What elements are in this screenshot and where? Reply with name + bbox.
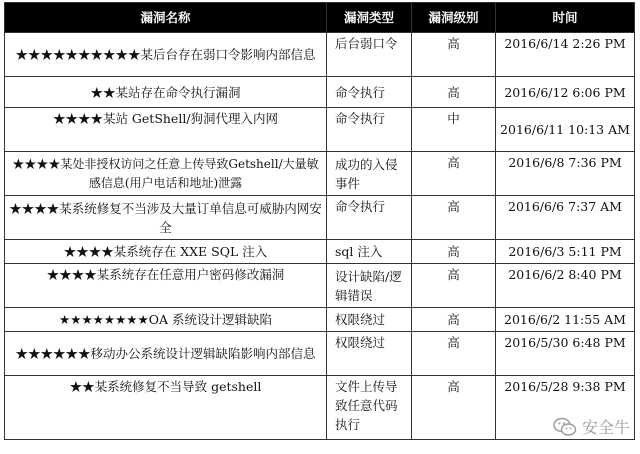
header-vuln-name: 漏洞名称 xyxy=(5,3,327,33)
time-cell: 2016/6/12 6:06 PM xyxy=(496,77,635,108)
time-cell: 2016/5/30 6:48 PM xyxy=(496,332,635,376)
table-row xyxy=(5,332,635,376)
table-row xyxy=(5,264,635,308)
table-header-row xyxy=(5,3,635,33)
table-row xyxy=(5,152,635,196)
time-cell: 2016/6/2 8:40 PM xyxy=(496,264,635,308)
vuln-name-cell: ★★★★★★移动办公系统设计逻辑缺陷影响内部信息 xyxy=(5,332,327,376)
table-row xyxy=(5,240,635,264)
table-row xyxy=(5,108,635,152)
time-cell: 2016/6/3 5:11 PM xyxy=(496,240,635,264)
vuln-name-cell: ★★★★★★★★OA 系统设计逻辑缺陷 xyxy=(5,308,327,332)
vuln-level-cell: 高 xyxy=(412,332,496,376)
header-time: 时间 xyxy=(496,3,635,33)
vuln-name-cell: ★★★★★★★★★★某后台存在弱口令影响内部信息 xyxy=(5,33,327,77)
vuln-level-cell: 中 xyxy=(412,108,496,152)
table-row xyxy=(5,196,635,240)
vuln-name-cell: ★★某系统修复不当导致 getshell xyxy=(5,376,327,440)
watermark-text: 安全牛 xyxy=(581,418,630,437)
vuln-type-cell: 成功的入侵事件 xyxy=(327,152,412,196)
vulnerability-table xyxy=(4,2,635,440)
vuln-level-cell: 高 xyxy=(412,77,496,108)
vuln-type-cell: 权限绕过 xyxy=(327,308,412,332)
vuln-name-cell: ★★★★某站 GetShell/狗洞代理入内网 xyxy=(5,108,327,152)
vuln-type-cell: 后台弱口令 xyxy=(327,33,412,77)
table-row xyxy=(5,77,635,108)
vuln-level-cell: 高 xyxy=(412,240,496,264)
header-vuln-level: 漏洞级别 xyxy=(412,3,496,33)
vuln-level-cell: 高 xyxy=(412,152,496,196)
vuln-level-cell: 高 xyxy=(412,196,496,240)
vuln-name-cell: ★★★★某系统存在 XXE SQL 注入 xyxy=(5,240,327,264)
header-vuln-type: 漏洞类型 xyxy=(327,3,412,33)
vuln-type-cell: sql 注入 xyxy=(327,240,412,264)
time-cell: 2016/6/14 2:26 PM xyxy=(496,33,635,77)
table-row xyxy=(5,33,635,77)
vuln-level-cell: 高 xyxy=(412,376,496,440)
table-row xyxy=(5,376,635,440)
time-cell: 2016/6/8 7:36 PM xyxy=(496,152,635,196)
vuln-name-cell: ★★★★某处非授权访问之任意上传导致Getshell/大量敏感信息(用户电话和地址)泄露 xyxy=(5,152,327,196)
vulnerability-table-container xyxy=(4,2,635,440)
time-cell: 2016/6/2 11:55 AM xyxy=(496,308,635,332)
vuln-type-cell: 设计缺陷/逻辑错误 xyxy=(327,264,412,308)
vuln-name-cell: ★★★★某系统存在任意用户密码修改漏洞 xyxy=(5,264,327,308)
vuln-level-cell: 高 xyxy=(412,33,496,77)
time-cell: 2016/6/6 7:37 AM xyxy=(496,196,635,240)
wechat-icon xyxy=(553,417,577,437)
vuln-type-cell: 命令执行 xyxy=(327,77,412,108)
time-cell: 2016/6/11 10:13 AM xyxy=(496,108,635,152)
vuln-name-cell: ★★★★某系统修复不当涉及大量订单信息可威胁内网安全 xyxy=(5,196,327,240)
vuln-level-cell: 高 xyxy=(412,264,496,308)
time-cell: 2016/5/28 9:38 PM xyxy=(496,376,635,440)
vuln-level-cell: 高 xyxy=(412,308,496,332)
vuln-type-cell: 命令执行 xyxy=(327,196,412,240)
vuln-name-cell: ★★某站存在命令执行漏洞 xyxy=(5,77,327,108)
table-row xyxy=(5,308,635,332)
watermark xyxy=(549,415,634,438)
vuln-type-cell: 权限绕过 xyxy=(327,332,412,376)
vuln-type-cell: 命令执行 xyxy=(327,108,412,152)
vuln-type-cell: 文件上传导致任意代码执行 xyxy=(327,376,412,440)
